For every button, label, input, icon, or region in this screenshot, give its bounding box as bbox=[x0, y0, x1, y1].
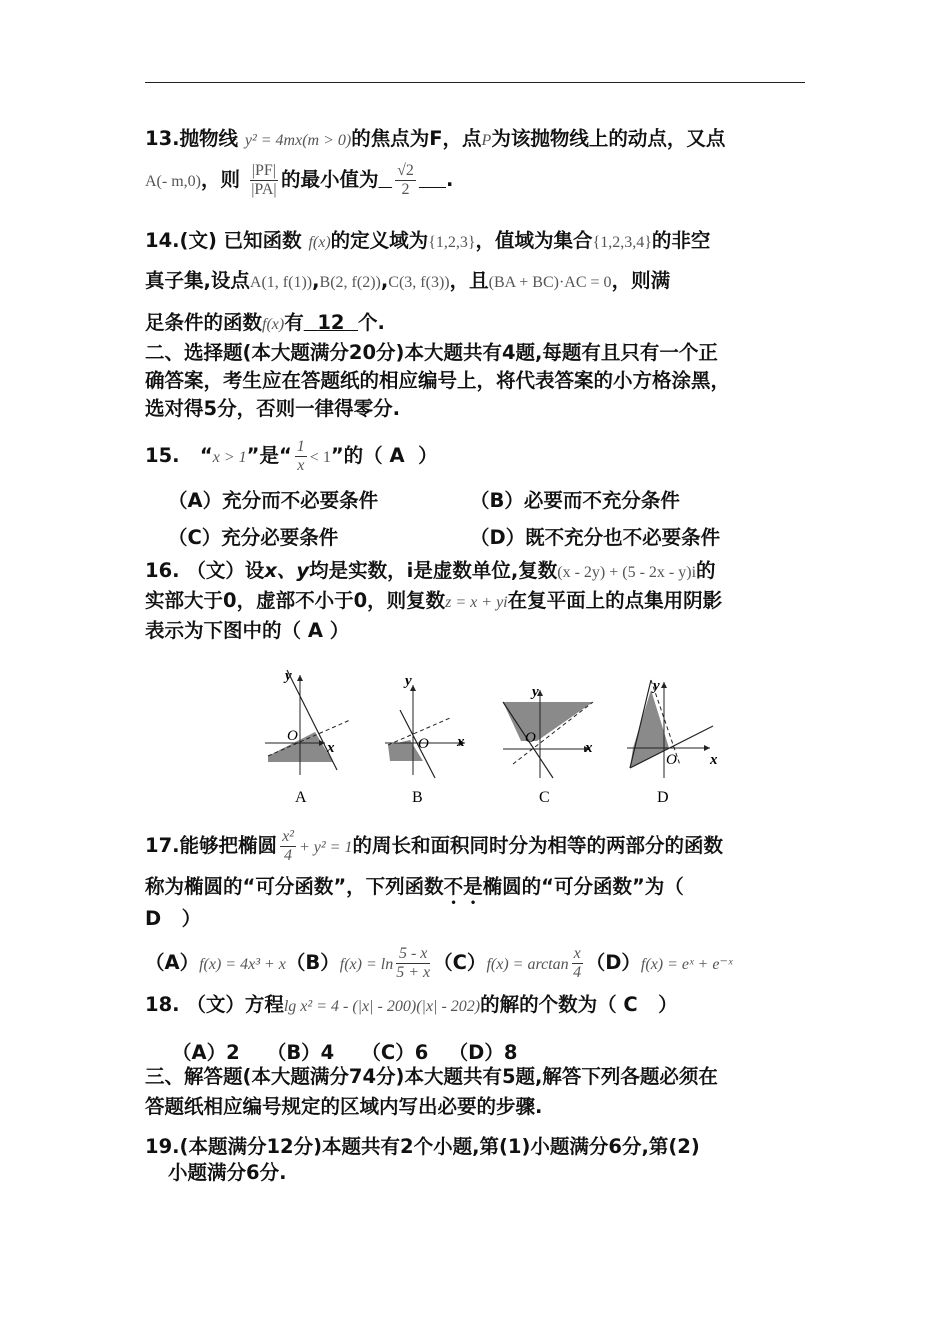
q16-text: ） bbox=[329, 619, 350, 642]
q17-option-b: f(x) = ln bbox=[339, 956, 394, 973]
q15-text: “ bbox=[199, 444, 213, 467]
q14-function: f(x) bbox=[308, 234, 331, 251]
q17-fb-num: 5 - x bbox=[396, 945, 430, 964]
q14-text: 足条件的函数 bbox=[145, 311, 263, 334]
q17-option-a: f(x) = 4x³ + x bbox=[199, 956, 286, 973]
q17-option-a-label: （A） bbox=[145, 951, 200, 974]
q14-line3 bbox=[145, 310, 810, 338]
q15-option-b: （B）必要而不充分条件 bbox=[470, 489, 680, 512]
q16-number: 16. bbox=[145, 559, 180, 582]
q13-point: P bbox=[481, 132, 492, 149]
figure-b-y-label: y bbox=[405, 673, 412, 689]
q16-text: 均是实数，i是虚数单位,复数 bbox=[309, 559, 558, 582]
figure-b-x-label: x bbox=[457, 734, 465, 750]
q13-frac-den: |PA| bbox=[251, 181, 277, 198]
q14-text: (文) 已知函数 bbox=[179, 229, 302, 252]
q14-line1 bbox=[145, 228, 810, 256]
q17-option-c-label: （C） bbox=[433, 951, 487, 974]
figure-d-x-label: x bbox=[710, 752, 718, 768]
q17-option-d: f(x) = eˣ + e⁻ˣ bbox=[640, 956, 733, 973]
q17-e-den: 4 bbox=[284, 847, 293, 864]
q15-text: ） bbox=[418, 444, 438, 467]
q18-number: 18. bbox=[145, 993, 180, 1016]
figure-a-y-label: y bbox=[285, 668, 292, 684]
q16-text: 表示为下图中的（ bbox=[145, 619, 302, 642]
q14-text: ，值域为集合 bbox=[475, 229, 593, 252]
figure-b bbox=[385, 673, 465, 806]
q14-point-b: B(2, f(2)) bbox=[319, 274, 381, 291]
q16-text: 在复平面上的点集用阴影 bbox=[507, 589, 723, 612]
figure-b-origin: O bbox=[418, 736, 429, 752]
section3-line1: 三、解答题(本大题满分74分)本大题共有5题,解答下列各题必须在 bbox=[145, 1065, 718, 1088]
q16-answer: A bbox=[307, 619, 323, 642]
section2-line1: 二、选择题(本大题满分20分)本大题共有4题,每题有且只有一个正 bbox=[145, 341, 718, 364]
q13-text: 的焦点为F，点 bbox=[351, 127, 482, 150]
q17-fb-den: 5 + x bbox=[396, 964, 431, 981]
section2-line2: 确答案，考生应在答题纸的相应编号上，将代表答案的小方格涂黑， bbox=[145, 369, 731, 392]
q15-line bbox=[145, 438, 810, 475]
q17-line1 bbox=[145, 828, 810, 865]
q18-text: （文）方程 bbox=[186, 993, 284, 1016]
q17-option-c: f(x) = arctan bbox=[486, 956, 569, 973]
q17-e-num: x² bbox=[282, 828, 294, 845]
q14-answer: 12 bbox=[317, 311, 345, 334]
q14-text: 有 bbox=[284, 311, 304, 334]
q16-figures bbox=[255, 660, 735, 810]
q14-point-a: A(1, f(1)) bbox=[249, 274, 313, 291]
q18-equation: lg x² = 4 - (|x| - 200)(|x| - 202) bbox=[283, 998, 481, 1015]
figure-b-label: B bbox=[412, 789, 423, 806]
q14-vector-equation: (BA + BC)·AC = 0 bbox=[488, 274, 612, 291]
q17-answer: D bbox=[145, 907, 162, 930]
header-rule bbox=[145, 82, 805, 83]
q18-text: 的解的个数为（ bbox=[480, 993, 617, 1016]
q17-option-b-label: （B） bbox=[285, 951, 340, 974]
figure-a-origin: O bbox=[287, 728, 298, 744]
q13-text: 抛物线 bbox=[179, 127, 239, 150]
q17-text: 的周长和面积同时分为相等的两部分的函数 bbox=[352, 834, 723, 857]
q15-option-d: （D）既不充分也不必要条件 bbox=[470, 526, 721, 549]
q16-line1 bbox=[145, 558, 810, 586]
q15-answer: A bbox=[389, 444, 405, 467]
q16-complex-expression: (x - 2y) + (5 - 2x - y)i bbox=[557, 564, 697, 581]
q17-line2 bbox=[145, 874, 810, 909]
q13-ans-num: √2 bbox=[397, 162, 414, 179]
q13-ans-den: 2 bbox=[401, 181, 410, 198]
q13-number: 13. bbox=[145, 127, 180, 150]
q19-line1: 19.(本题满分12分)本题共有2个小题,第(1)小题满分6分,第(2) bbox=[145, 1135, 700, 1158]
q18-text: ） bbox=[658, 993, 678, 1016]
q16-text: 实部大于0，虚部不小于0，则复数 bbox=[145, 589, 446, 612]
q14-range: {1,2,3,4} bbox=[592, 234, 652, 251]
q14-text: ，则满 bbox=[611, 269, 671, 292]
q15-text: ”是“ bbox=[246, 444, 292, 467]
figure-a-label: A bbox=[295, 789, 307, 806]
q17-fc-den: 4 bbox=[573, 964, 582, 981]
q17-option-c-fraction bbox=[572, 945, 583, 982]
q15-option-c: （C）充分必要条件 bbox=[168, 526, 339, 549]
q13-text: 的最小值为 bbox=[281, 168, 379, 191]
q14-line2: 真子集,设点A(1, f(1)),B(2, f(2)),C(3, f(3))，且(BA + BC)·AC = 0，则满 bbox=[145, 269, 671, 292]
figure-a-x-label: x bbox=[327, 740, 335, 756]
q13-text: 为该抛物线上的动点，又点 bbox=[491, 127, 726, 150]
q14-text: 的定义域为 bbox=[330, 229, 429, 252]
q17-option-b-fraction bbox=[396, 945, 430, 982]
q13-line2: A(- m,0)，则 $\frac{|PF|}{|PA|}$ 的最小值为 $\frac{√2}{2}$ . bbox=[145, 162, 454, 198]
figure-a bbox=[265, 668, 350, 806]
q16-text: 的 bbox=[696, 559, 716, 582]
q17-text: 能够把椭圆 bbox=[179, 834, 278, 857]
q17-number: 17. bbox=[145, 834, 180, 857]
figure-c-origin: O bbox=[525, 730, 536, 746]
figure-c bbox=[503, 684, 593, 806]
q14-function: f(x) bbox=[262, 316, 285, 333]
q19-line2: 小题满分6分. bbox=[168, 1161, 287, 1184]
q14-domain: {1,2,3} bbox=[428, 234, 476, 251]
q14-number: 14. bbox=[145, 229, 180, 252]
q18-line bbox=[145, 992, 810, 1020]
q14-point-c: C(3, f(3)) bbox=[388, 274, 450, 291]
q17-text: ） bbox=[181, 907, 202, 930]
q15-condition: x > 1 bbox=[212, 449, 247, 466]
figure-c-y-label: y bbox=[532, 684, 539, 700]
q13-text: ，则 bbox=[200, 168, 240, 191]
q17-emphasis: 不是 bbox=[443, 875, 483, 898]
q15-text: ”的（ bbox=[330, 444, 383, 467]
q13-frac-num: |PF| bbox=[251, 162, 276, 179]
q14-text: 真子集,设点 bbox=[145, 269, 250, 292]
q16-line2 bbox=[145, 588, 810, 616]
q17-line3 bbox=[145, 906, 810, 932]
q17-option-d-label: （D） bbox=[585, 951, 641, 974]
figure-d bbox=[627, 678, 718, 806]
q13-fraction bbox=[250, 162, 278, 199]
q15-option-a: （A）充分而不必要条件 bbox=[168, 489, 379, 512]
q13-equation: y² = 4mx(m > 0) bbox=[244, 132, 352, 149]
q16-text: （文）设 bbox=[186, 559, 265, 582]
figure-d-origin: O bbox=[666, 752, 677, 768]
q16-variables: x、y bbox=[264, 559, 310, 582]
q16-z: z = x + yi bbox=[445, 594, 508, 611]
q17-fc-num: x bbox=[573, 945, 581, 962]
section2-line3: 选对得5分，否则一律得零分. bbox=[145, 397, 400, 420]
q17-text: 称为椭圆的“可分函数”，下列函数 bbox=[145, 875, 444, 898]
q17-options bbox=[145, 945, 810, 982]
figure-c-x-label: x bbox=[585, 740, 593, 756]
section3-line2: 答题纸相应编号规定的区域内写出必要的步骤. bbox=[145, 1095, 543, 1118]
q18-options: （A）2 （B）4 （C）6 （D）8 bbox=[172, 1041, 518, 1064]
figure-d-shaded-region bbox=[630, 690, 669, 768]
q18-answer: C bbox=[623, 993, 638, 1016]
figure-d-y-label: y bbox=[653, 678, 660, 694]
q16-line3 bbox=[145, 618, 810, 644]
q15-fraction bbox=[295, 438, 307, 475]
q15-frac-num: 1 bbox=[296, 438, 305, 455]
q13-point-a: A(- m,0) bbox=[145, 173, 201, 190]
q17-ellipse-rest: + y² = 1 bbox=[298, 839, 353, 856]
q13-line1 bbox=[145, 126, 810, 154]
q14-text: 个. bbox=[358, 311, 385, 334]
q17-ellipse-fraction bbox=[280, 828, 296, 865]
q15-number: 15. bbox=[145, 444, 180, 467]
figure-c-label: C bbox=[539, 789, 550, 806]
q14-text: 的非空 bbox=[651, 229, 711, 252]
q14-text: ，且 bbox=[449, 269, 489, 292]
q15-inequality: < 1 bbox=[309, 449, 331, 466]
figure-d-label: D bbox=[657, 789, 669, 806]
q17-text: 椭圆的“可分函数”为（ bbox=[482, 875, 684, 898]
q15-frac-den: x bbox=[297, 457, 305, 474]
q13-answer bbox=[395, 162, 416, 199]
